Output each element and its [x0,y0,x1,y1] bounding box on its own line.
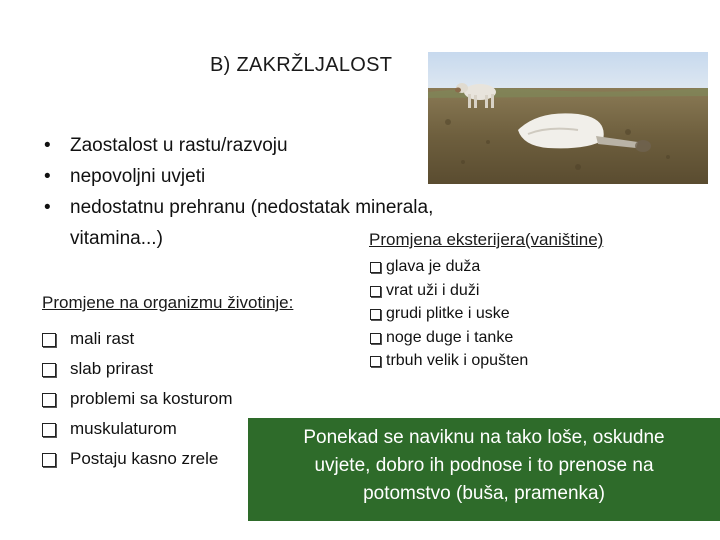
note-line: uvjete, dobro ih podnose i to prenose na [314,455,654,476]
organism-item-text: mali rast [70,329,135,348]
bullet-text: Zaostalost u rastu/razvoju [70,135,288,156]
bullet-item [44,192,564,223]
note-line: Ponekad se naviknu na tako loše, oskudne [303,427,665,448]
bullet-marker: • [44,197,51,218]
bullet-text: nepovoljni uvjeti [70,166,206,187]
exterior-item [370,326,670,350]
slide-title: B) ZAKRŽLJALOST [210,54,393,76]
bullet-text: nedostatnu prehranu (nedostatak minerala, [70,197,434,218]
organism-item [42,324,372,354]
checkbox-bullet-icon [370,262,381,273]
exterior-item-text: trbuh velik i opušten [386,352,529,369]
exterior-item-text: grudi plitke i uske [386,305,510,322]
organism-item-text: problemi sa kosturom [70,389,233,408]
checkbox-bullet-icon [42,423,56,437]
checkbox-bullet-icon [42,393,56,407]
exterior-item-text: glava je duža [386,258,481,275]
organism-item [42,384,372,414]
exterior-list [370,255,670,373]
note-line: potomstvo (buša, pramenka) [363,483,605,504]
bullet-text: vitamina...) [70,228,163,249]
organism-item-text: slab prirast [70,359,154,378]
exterior-item [370,279,670,303]
checkbox-bullet-icon [370,309,381,320]
exterior-heading: Promjena eksterijera(vaništine) [369,230,604,249]
checkbox-bullet-icon [42,363,56,377]
exterior-item [370,255,670,279]
exterior-item [370,349,670,373]
exterior-item-text: vrat uži i duži [386,281,480,299]
bullet-marker: • [44,135,51,156]
organism-heading: Promjene na organizmu životinje: [42,293,294,312]
checkbox-bullet-icon [370,286,381,297]
organism-item [42,354,372,384]
exterior-item [370,302,670,326]
note-box [248,418,720,521]
bullet-item [44,161,564,192]
checkbox-bullet-icon [42,333,56,347]
organism-item-text: muskulaturom [70,419,177,438]
checkbox-bullet-icon [42,453,56,467]
bullet-marker: • [44,166,51,187]
bullet-item [44,130,564,161]
organism-item-text: Postaju kasno zrele [70,449,219,468]
exterior-item-text: noge duge i tanke [386,328,514,346]
